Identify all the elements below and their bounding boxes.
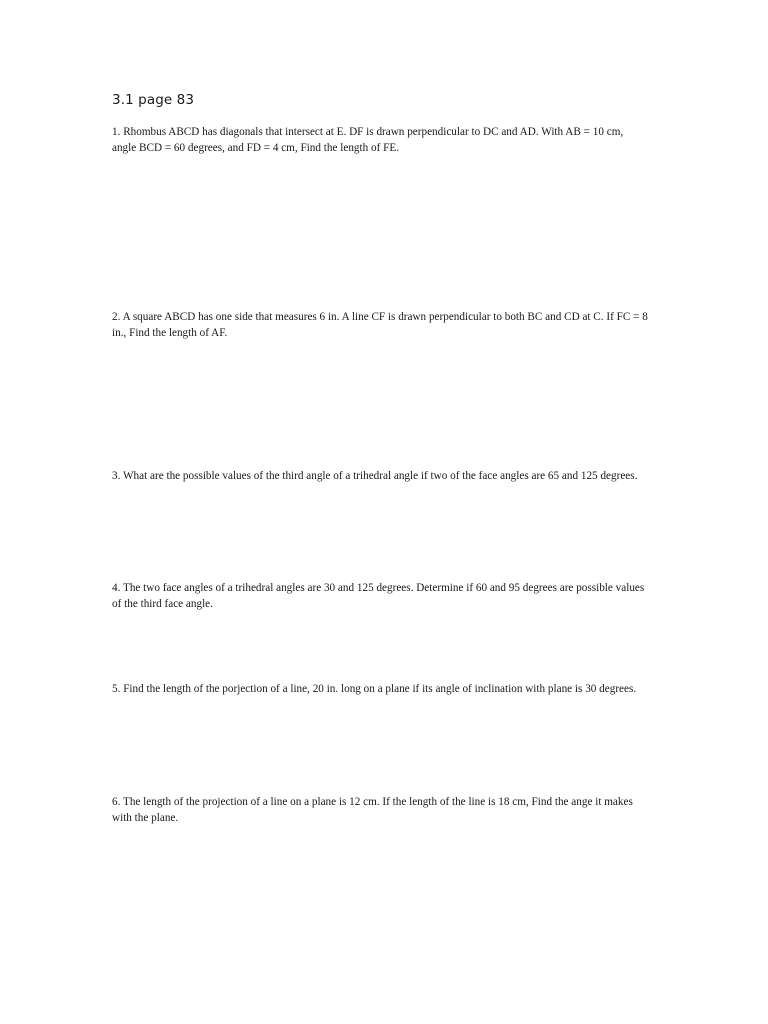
question-4-line-1: 4. The two face angles of a trihedral angles are 30 and 125 degrees. Determine if 60 and 95 degrees are possible values [112,582,645,594]
question-2 [112,309,660,341]
question-2-line-2: in., Find the length of AF. [112,327,228,339]
question-6-line-2: with the plane. [112,812,179,824]
question-1 [112,124,660,156]
question-3 [112,468,660,484]
question-1-line-1: 1. Rhombus ABCD has diagonals that intersect at E. DF is drawn perpendicular to DC and AD. With AB = 10 cm, [112,126,624,138]
question-4-line-2: of the third face angle. [112,598,213,610]
question-4 [112,580,660,612]
question-5-line-1: 5. Find the length of the porjection of a line, 20 in. long on a plane if its angle of inclination with plane is 30 degrees. [112,683,637,695]
page-heading: 3.1 page 83 [112,92,195,108]
question-3-line-1: 3. What are the possible values of the third angle of a trihedral angle if two of the face angles are 65 and 125 degrees. [112,470,638,482]
question-2-line-1: 2. A square ABCD has one side that measures 6 in. A line CF is drawn perpendicular to both BC and CD at C. If FC = 8 [112,311,648,323]
question-5 [112,681,660,697]
question-1-line-2: angle BCD = 60 degrees, and FD = 4 cm, Find the length of FE. [112,142,399,154]
question-6-line-1: 6. The length of the projection of a line on a plane is 12 cm. If the length of the line is 18 cm, Find the ange it makes [112,796,633,808]
question-6 [112,794,660,826]
